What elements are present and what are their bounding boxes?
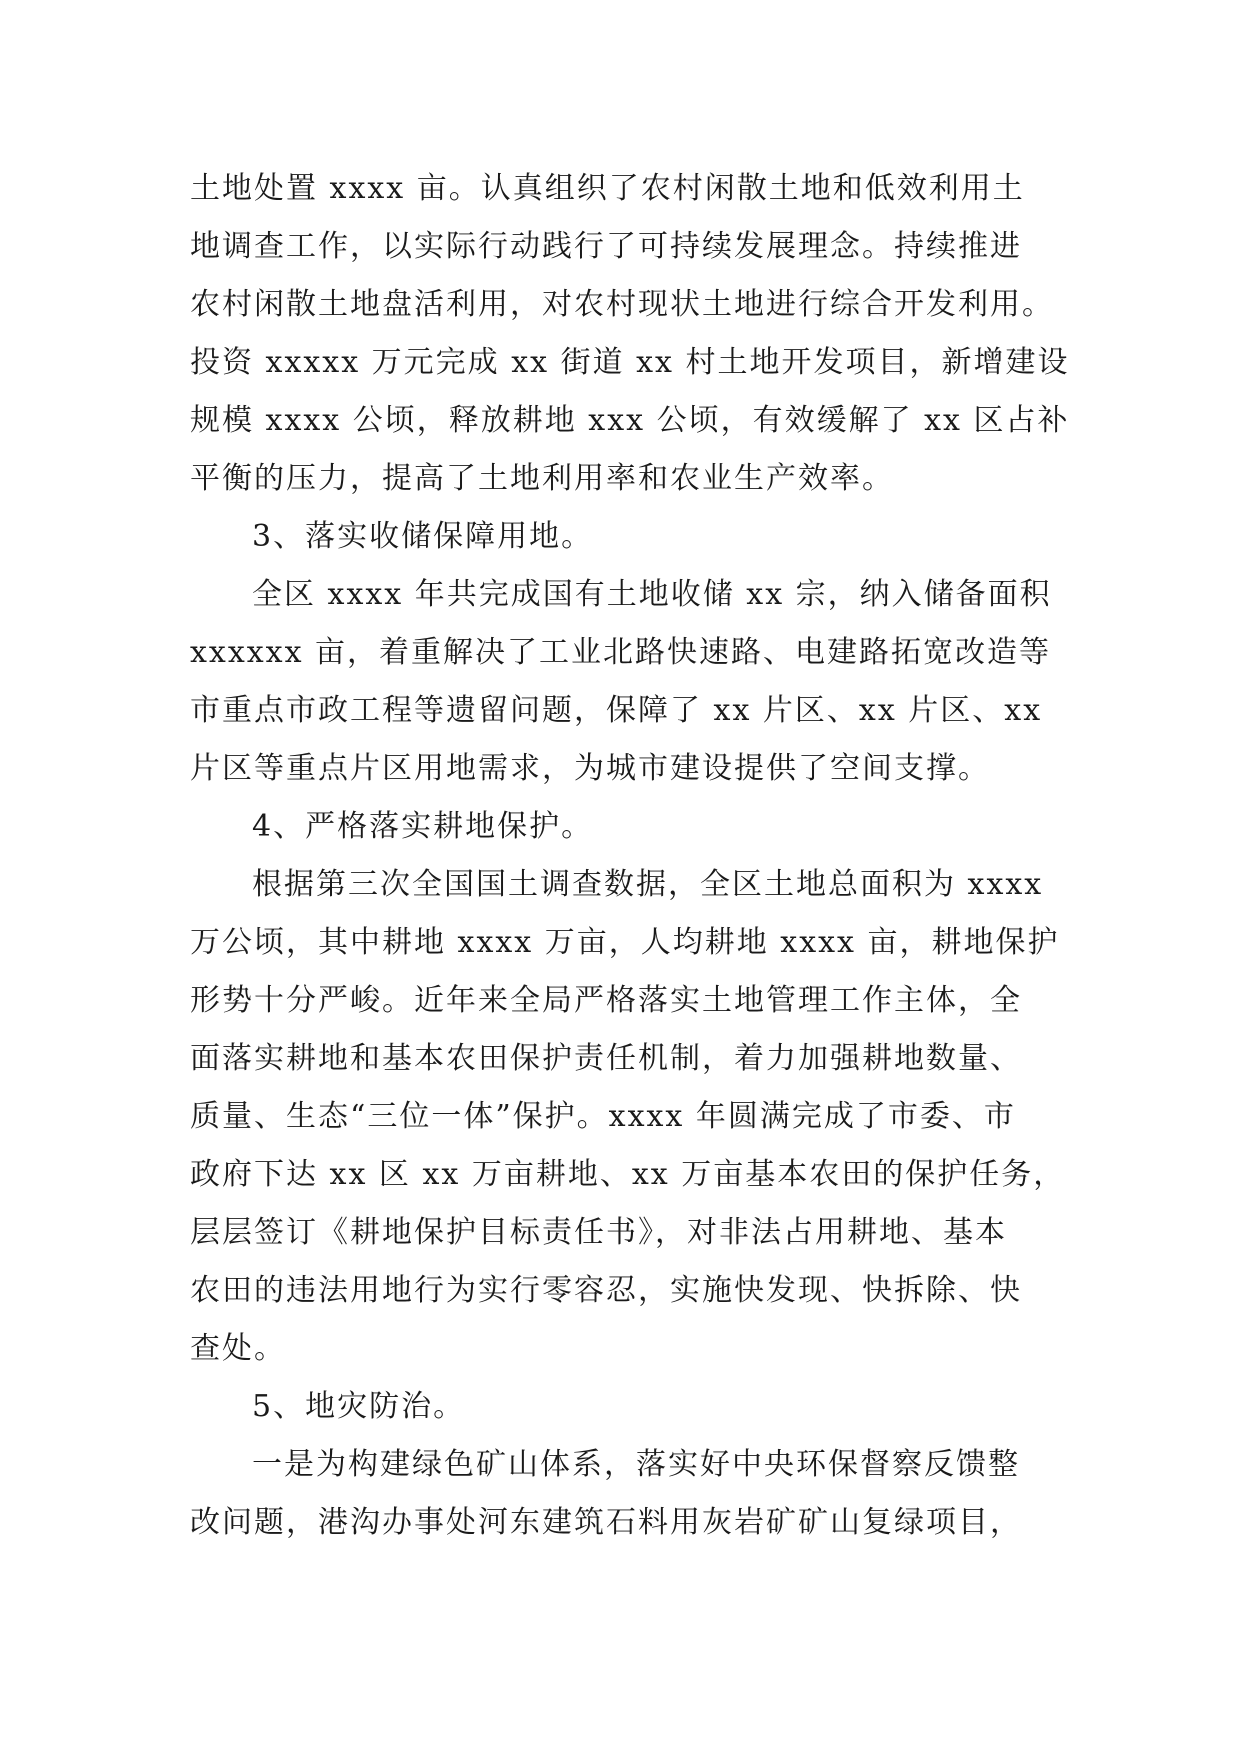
text-line: 投资 xxxxx 万元完成 xx 街道 xx 村土地开发项目，新增建设 — [190, 345, 1070, 380]
text-line: 万公顷，其中耕地 xxxx 万亩，人均耕地 xxxx 亩，耕地保护 — [190, 925, 1060, 960]
text-line: xxxxxx 亩，着重解决了工业北路快速路、电建路拓宽改造等 — [190, 635, 1052, 670]
text-line: 土地处置 xxxx 亩。认真组织了农村闲散土地和低效利用土 — [190, 171, 1025, 206]
text-line: 质量、生态“三位一体”保护。xxxx 年圆满完成了市委、市 — [190, 1099, 1016, 1134]
text-line: 市重点市政工程等遗留问题，保障了 xx 片区、xx 片区、xx — [190, 693, 1043, 728]
text-line: 规模 xxxx 公顷，释放耕地 xxx 公顷，有效缓解了 xx 区占补 — [190, 403, 1070, 438]
text-line: 面落实耕地和基本农田保护责任机制，着力加强耕地数量、 — [190, 1041, 1022, 1076]
text-line: 农村闲散土地盘活利用，对农村现状土地进行综合开发利用。 — [190, 287, 1054, 322]
text-line: 查处。 — [190, 1331, 286, 1366]
section-heading: 5、地灾防治。 — [252, 1389, 466, 1424]
section-heading: 3、落实收储保障用地。 — [252, 519, 594, 554]
text-line: 政府下达 xx 区 xx 万亩耕地、xx 万亩基本农田的保护任务， — [190, 1157, 1066, 1192]
text-line: 一是为构建绿色矿山体系，落实好中央环保督察反馈整 — [252, 1447, 1020, 1482]
text-line: 地调查工作，以实际行动践行了可持续发展理念。持续推进 — [190, 229, 1022, 264]
text-line: 层层签订《耕地保护目标责任书》，对非法占用耕地、基本 — [190, 1215, 1007, 1250]
text-line: 平衡的压力，提高了土地利用率和农业生产效率。 — [190, 461, 894, 496]
text-line: 片区等重点片区用地需求，为城市建设提供了空间支撑。 — [190, 751, 990, 786]
text-line: 改问题，港沟办事处河东建筑石料用灰岩矿矿山复绿项目， — [190, 1505, 1022, 1540]
text-line: 农田的违法用地行为实行零容忍，实施快发现、快拆除、快 — [190, 1273, 1022, 1308]
text-line: 形势十分严峻。近年来全局严格落实土地管理工作主体，全 — [190, 983, 1022, 1018]
text-line: 全区 xxxx 年共完成国有土地收储 xx 宗，纳入储备面积 — [252, 577, 1052, 612]
section-heading: 4、严格落实耕地保护。 — [252, 809, 594, 844]
document-body — [190, 160, 1090, 1552]
text-line: 根据第三次全国国土调查数据，全区土地总面积为 xxxx — [252, 867, 1044, 902]
